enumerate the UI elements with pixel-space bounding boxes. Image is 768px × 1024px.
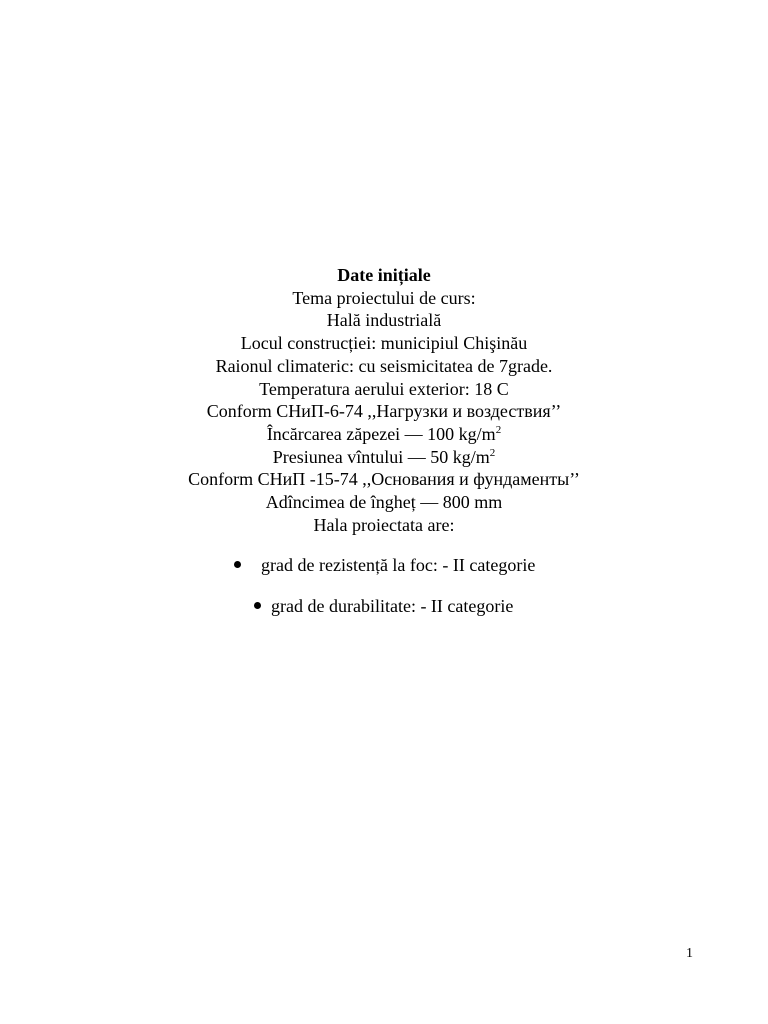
fire-resistance-grade: grad de rezistență la foc: - II categorie — [261, 555, 536, 575]
document-title: Date inițiale — [337, 265, 431, 285]
bullet-icon — [254, 602, 261, 609]
project-topic-label: Tema proiectului de curs: — [292, 287, 476, 308]
exterior-temperature: Temperatura aerului exterior: 18 C — [259, 378, 509, 399]
wind-pressure — [0, 446, 768, 469]
climate-region: Raionul climateric: cu seismicitatea de 7grade. — [215, 355, 553, 376]
foundations-standard: Conform СНиП -15-74 ,,Основания и фундаменты’’ — [188, 469, 580, 490]
durability-grade: grad de durabilitate: - II categorie — [271, 596, 514, 616]
wind-pressure-text: Presiunea vîntului — 50 kg/m — [272, 446, 490, 467]
page-number: 1 — [686, 946, 693, 961]
document-body — [0, 264, 768, 536]
bullet-icon — [234, 561, 241, 568]
wind-pressure-exponent: 2 — [489, 446, 496, 459]
frost-depth: Adîncimea de îngheț — 800 mm — [265, 492, 503, 513]
snow-load-text: Încărcarea zăpezei — 100 kg/m — [266, 423, 496, 444]
hall-properties-label: Hala proiectata are: — [313, 514, 455, 535]
loads-standard: Conform СНиП-6-74 ,,Нагрузки и воздествия’’ — [206, 401, 562, 422]
snow-load-exponent: 2 — [495, 423, 502, 436]
snow-load — [0, 423, 768, 446]
project-topic: Hală industrială — [326, 310, 442, 331]
construction-location: Locul construcției: municipiul Chişinău — [240, 333, 528, 354]
list-item — [254, 596, 513, 617]
list-item — [234, 555, 535, 576]
